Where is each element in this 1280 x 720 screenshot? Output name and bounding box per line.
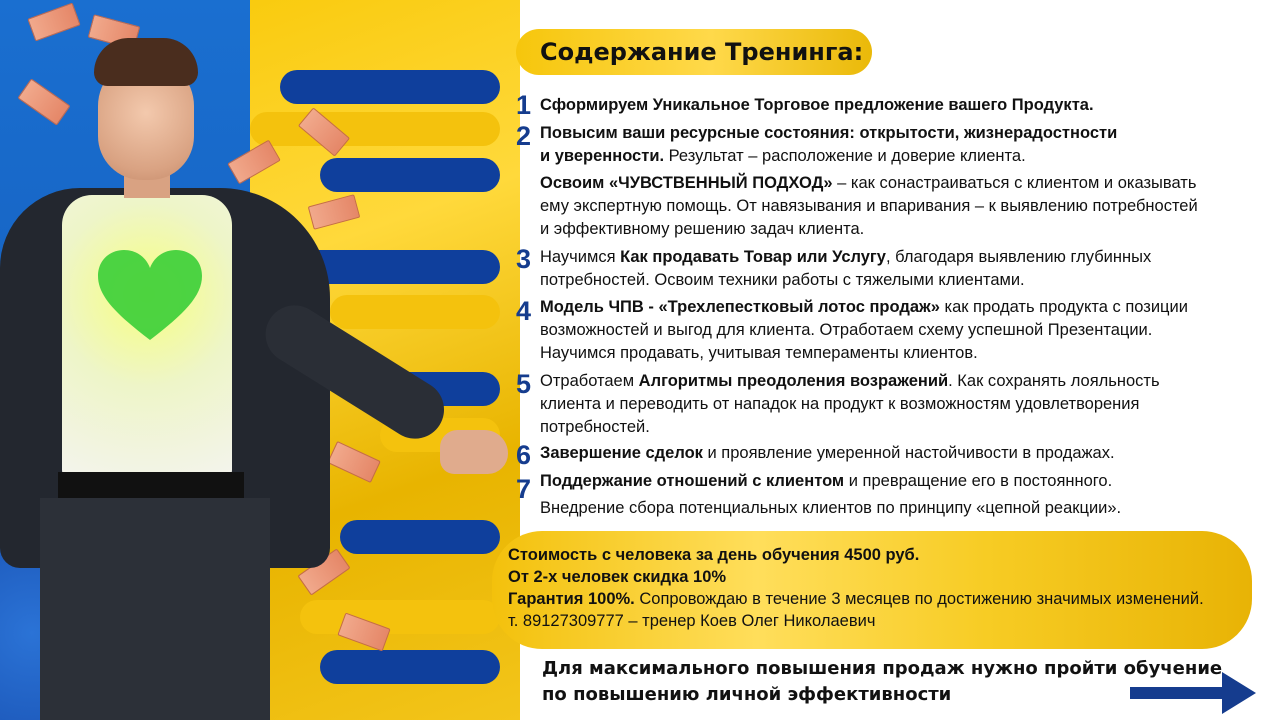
item-text: Научимся продавать, учитывая темпераменты клиентов.	[540, 344, 978, 362]
item-bold: Освоим «ЧУВСТВЕННЫЙ ПОДХОД»	[540, 174, 833, 192]
item-line	[540, 122, 1117, 144]
item-number: 6	[516, 440, 532, 470]
item-text: и эффективному решению задач клиента.	[540, 220, 865, 238]
item-bold: Как продавать Товар или Услугу	[620, 248, 886, 266]
guarantee-text: Сопровождаю в течение 3 месяцев по достижению значимых изменений.	[634, 590, 1204, 608]
guarantee-bold: Гарантия 100%.	[508, 590, 635, 608]
item-text: – как сонастраиваться с клиентом и оказывать	[832, 174, 1197, 192]
item-line	[540, 342, 978, 364]
item-line	[540, 218, 864, 240]
item-bold: Завершение сделок	[540, 444, 703, 462]
cta-line: Для максимального повышения продаж нужно пройти обучение	[542, 658, 1223, 679]
hero-artwork	[0, 0, 520, 720]
price-line: Стоимость с человека за день обучения 4500 руб.	[508, 546, 920, 564]
item-line	[540, 269, 1025, 291]
item-text: потребностей. Освоим техники работы с тяжелыми клиентами.	[540, 271, 1025, 289]
item-text: и превращение его в постоянного.	[844, 472, 1113, 490]
item-number: 3	[516, 244, 532, 274]
item-text: Отработаем	[540, 372, 639, 390]
item-number: 2	[516, 121, 532, 151]
item-bold: Модель ЧПВ - «Трехлепестковый лотос продаж»	[540, 298, 940, 316]
item-bold: Алгоритмы преодоления возражений	[638, 372, 949, 390]
hand	[440, 430, 508, 474]
item-line	[540, 497, 1121, 519]
item-line	[540, 94, 1094, 116]
page-title: Содержание Тренинга:	[540, 38, 864, 66]
item-line	[540, 370, 1160, 392]
item-line	[540, 296, 1188, 318]
item-bold: Сформируем Уникальное Торговое предложение вашего Продукта.	[540, 96, 1094, 114]
item-line	[540, 246, 1151, 268]
item-bold: Повысим ваши ресурсные состояния: открытости, жизнерадостности	[540, 124, 1118, 142]
cta-line: по повышению личной эффективности	[542, 684, 952, 705]
item-text: ему экспертную помощь. От навязывания и впаривания – к выявлению потребностей	[540, 197, 1198, 215]
item-line	[540, 172, 1196, 194]
trainer-photo	[0, 0, 520, 720]
belt	[58, 472, 244, 498]
item-text: Результат – расположение и доверие клиента.	[664, 147, 1026, 165]
item-text: и проявление умеренной настойчивости в продажах.	[702, 444, 1115, 462]
trousers	[40, 498, 270, 720]
item-text: Внедрение сбора потенциальных клиентов по принципу «цепной реакции».	[540, 499, 1122, 517]
item-number: 1	[516, 90, 532, 120]
item-text: клиента и переводить от нападок на продукт к возможностям удовлетворения	[540, 395, 1140, 413]
contact-line: т. 89127309777 – тренер Коев Олег Николаевич	[508, 612, 876, 630]
item-line	[540, 319, 1152, 341]
arrow-right-icon	[1130, 670, 1258, 716]
item-line	[540, 470, 1112, 492]
item-bold: и уверенности.	[540, 147, 665, 165]
item-text: Научимся	[540, 248, 621, 266]
item-text: потребностей.	[540, 418, 650, 436]
item-number: 5	[516, 369, 532, 399]
item-bold: Поддержание отношений с клиентом	[540, 472, 845, 490]
item-text: как продать продукта с позиции	[939, 298, 1188, 316]
guarantee-line	[508, 588, 1204, 610]
item-text: , благодаря выявлению глубинных	[885, 248, 1152, 266]
item-line	[540, 393, 1139, 415]
heart-icon	[96, 248, 204, 344]
hair	[94, 38, 198, 86]
item-line	[540, 145, 1026, 167]
discount-line: От 2-х человек скидка 10%	[508, 568, 727, 586]
item-number: 4	[516, 296, 532, 326]
item-text: возможностей и выгод для клиента. Отработаем схему успешной Презентации.	[540, 321, 1153, 339]
item-text: . Как сохранять лояльность	[948, 372, 1160, 390]
item-line	[540, 195, 1198, 217]
item-line	[540, 442, 1115, 464]
item-line	[540, 416, 650, 438]
item-number: 7	[516, 474, 532, 504]
